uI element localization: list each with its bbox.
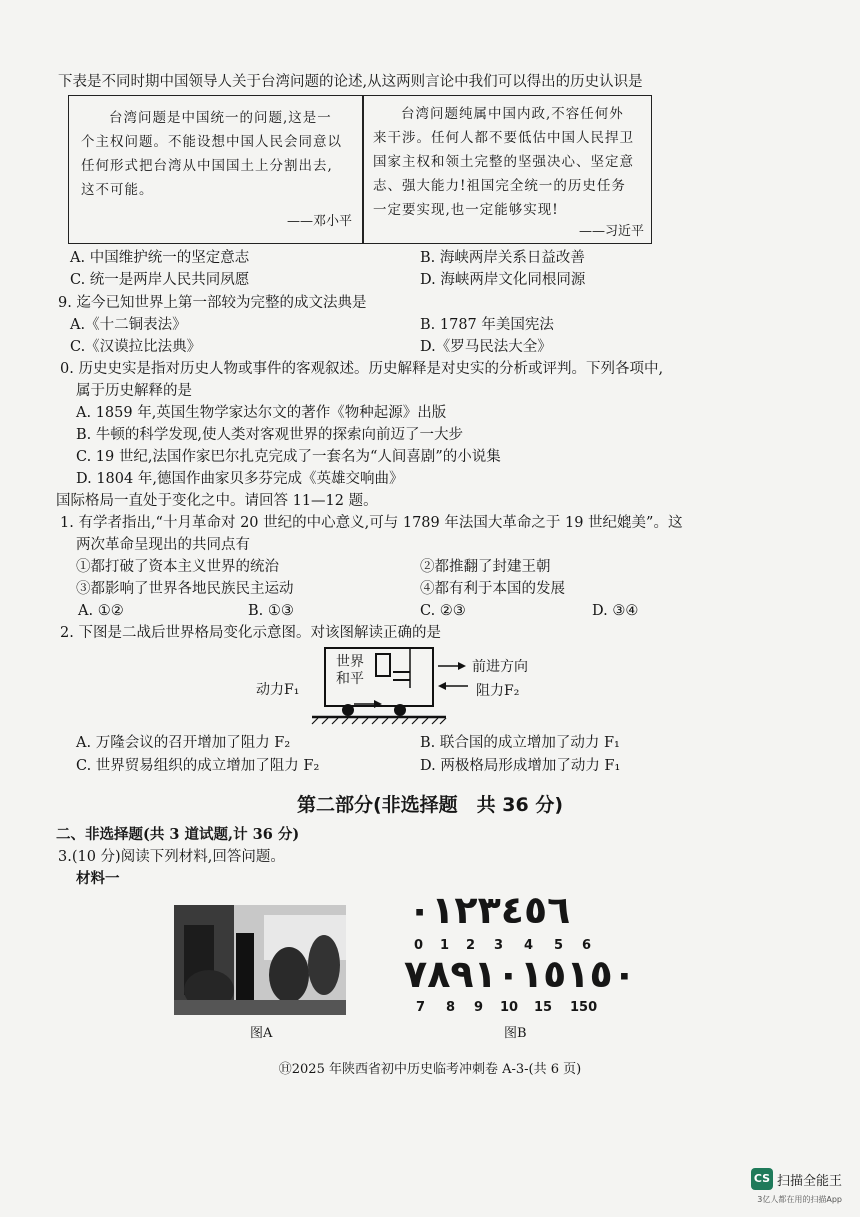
q11-statement-4: ④都有利于本国的发展 <box>420 581 565 597</box>
xi-quote-line-2: 来干涉。任何人都不要低估中国人民捍卫 <box>373 130 634 146</box>
q8-option-a: A. 中国维护统一的坚定意志 <box>70 250 250 266</box>
table-divider <box>362 96 364 243</box>
q10-option-c: C. 19 世纪,法国作家巴尔扎克完成了一套名为“人间喜剧”的小说集 <box>76 449 501 465</box>
deng-quote-line-2: 个主权问题。不能设想中国人民会同意以 <box>81 134 342 150</box>
q11-stem-line-1: 1. 有学者指出,“十月革命对 20 世纪的中心意义,可与 1789 年法国大革命之于 19 世纪媲美”。这 <box>60 515 683 531</box>
cargo-label-peace: 和平 <box>336 671 364 687</box>
q10-option-d: D. 1804 年,德国作曲家贝多芬完成《英雄交响曲》 <box>76 471 404 487</box>
q8-option-c: C. 统一是两岸人民共同夙愿 <box>70 272 250 288</box>
q12-option-c: C. 世界贸易组织的成立增加了阻力 F₂ <box>76 758 320 774</box>
xi-quote-line-1: 台湾问题纯属中国内政,不容任何外 <box>401 106 624 122</box>
deng-signature: ——邓小平 <box>287 214 353 229</box>
q9-option-a: A.《十二铜表法》 <box>70 317 187 333</box>
force-f1-label: 动力F₁ <box>256 682 300 698</box>
scanner-watermark <box>751 1168 842 1204</box>
q10-option-a: A. 1859 年,英国生物学家达尔文的著作《物种起源》出版 <box>76 405 447 421</box>
latin-digit-7: 7 <box>416 1000 426 1015</box>
latin-digit-0: 0 <box>414 938 424 953</box>
q11-statement-2: ②都推翻了封建王朝 <box>420 559 551 575</box>
figure-a-photo <box>174 905 346 1015</box>
latin-digit-10: 10 <box>500 1000 519 1015</box>
figure-b-arabic-row-1: ٠١٢٣٤٥٦ <box>408 888 571 932</box>
q11-stem-line-2: 两次革命呈现出的共同点有 <box>76 537 250 553</box>
xi-quote <box>373 102 634 222</box>
xi-signature: ——习近平 <box>579 224 645 239</box>
latin-digit-150: 150 <box>570 1000 598 1015</box>
cargo-label-world: 世界 <box>336 654 364 670</box>
material-one-label: 材料一 <box>76 870 120 887</box>
page-footer: Ⓗ2025 年陕西省初中历史临考冲刺卷 A-3-(共 6 页) <box>278 1062 582 1077</box>
q10-stem-line-1: 0. 历史史实是指对历史人物或事件的客观叙述。历史解释是对史实的分析或评判。下列各项中, <box>60 361 664 377</box>
quote-table <box>68 95 652 244</box>
deng-quote <box>81 106 342 202</box>
q11-option-d: D. ③④ <box>592 603 639 619</box>
direction-label: 前进方向 <box>472 659 528 675</box>
figure-b-caption: 图B <box>504 1026 527 1041</box>
latin-digit-5: 5 <box>554 938 564 953</box>
world-pattern-diagram <box>250 644 550 728</box>
xi-quote-line-3: 国家主权和领土完整的坚强决心、坚定意 <box>373 154 634 170</box>
scanner-tagline: 3亿人都在用的扫描App <box>757 1195 842 1204</box>
deng-quote-line-1: 台湾问题是中国统一的问题,这是一 <box>109 110 332 126</box>
q10-stem-line-2: 属于历史解释的是 <box>76 383 192 399</box>
figure-b-latin-row-2 <box>410 1000 610 1018</box>
latin-digit-9: 9 <box>474 1000 484 1015</box>
q8-stem: 下表是不同时期中国领导人关于台湾问题的论述,从这两则言论中我们可以得出的历史认识是 <box>58 74 643 90</box>
latin-digit-8: 8 <box>446 1000 456 1015</box>
figure-a-caption: 图A <box>250 1026 273 1041</box>
q12-option-b: B. 联合国的成立增加了动力 F₁ <box>420 735 620 751</box>
q12-option-d: D. 两极格局形成增加了动力 F₁ <box>420 758 621 774</box>
part-two-section-text: 二、非选择题(共 3 道试题,计 36 分) <box>56 826 300 843</box>
xi-quote-line-5: 一定要实现,也一定能够实现! <box>373 202 559 218</box>
scanner-logo-icon: CS <box>751 1168 773 1190</box>
part-two-section <box>56 825 299 845</box>
group-intro: 国际格局一直处于变化之中。请回答 11—12 题。 <box>56 493 378 509</box>
xi-quote-line-4: 志、强大能力!祖国完全统一的历史任务 <box>373 178 626 194</box>
q8-option-d: D. 海峡两岸文化同根同源 <box>420 272 586 288</box>
latin-digit-3: 3 <box>494 938 504 953</box>
latin-digit-1: 1 <box>440 938 450 953</box>
q12-option-a: A. 万隆会议的召开增加了阻力 F₂ <box>76 735 291 751</box>
q11-option-a: A. ①② <box>78 603 124 619</box>
q11-option-c: C. ②③ <box>420 603 466 619</box>
latin-digit-4: 4 <box>524 938 534 953</box>
q11-statement-1: ①都打破了资本主义世界的统治 <box>76 559 279 575</box>
part-two-title: 第二部分(非选择题 共 36 分) <box>296 794 564 816</box>
q13-stem: 3.(10 分)阅读下列材料,回答问题。 <box>58 849 285 865</box>
figure-b-arabic-row-2: ٧٨٩١٠١٥١٥٠ <box>404 952 636 996</box>
q8-option-b: B. 海峡两岸关系日益改善 <box>420 250 585 266</box>
q9-stem: 9. 迄今已知世界上第一部较为完整的成文法典是 <box>58 295 367 311</box>
q9-option-d: D.《罗马民法大全》 <box>420 339 552 355</box>
q10-option-b: B. 牛顿的科学发现,使人类对客观世界的探索向前迈了一大步 <box>76 427 463 443</box>
latin-digit-6: 6 <box>582 938 592 953</box>
deng-quote-line-3: 任何形式把台湾从中国国土上分割出去, <box>81 158 333 174</box>
figure-a-graphic <box>174 905 346 1015</box>
q9-option-b: B. 1787 年美国宪法 <box>420 317 554 333</box>
resist-f2-label: 阻力F₂ <box>476 683 520 699</box>
latin-digit-2: 2 <box>466 938 476 953</box>
q9-option-c: C.《汉谟拉比法典》 <box>70 339 202 355</box>
latin-digit-15: 15 <box>534 1000 553 1015</box>
q12-stem: 2. 下图是二战后世界格局变化示意图。对该图解读正确的是 <box>60 625 441 641</box>
scanner-brand-name: 扫描全能王 <box>776 1173 842 1189</box>
deng-quote-line-4: 这不可能。 <box>81 182 154 198</box>
q11-option-b: B. ①③ <box>248 603 294 619</box>
q11-statement-3: ③都影响了世界各地民族民主运动 <box>76 581 294 597</box>
cargo-label <box>336 654 364 688</box>
